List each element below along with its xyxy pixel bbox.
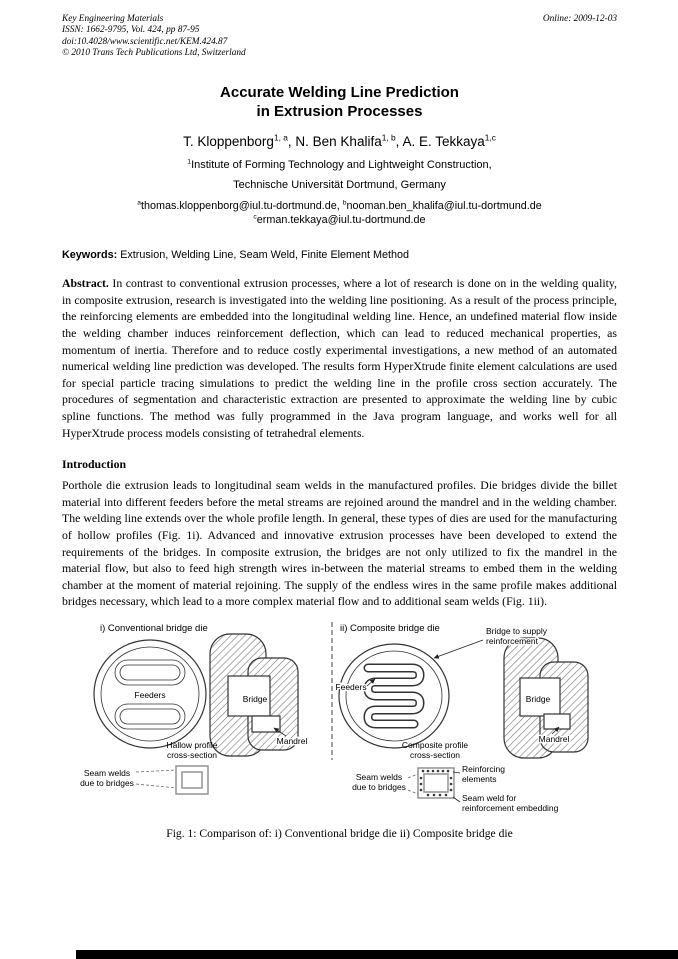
- reinforcing-label-line2: elements: [462, 773, 497, 784]
- right-seam-leader-line: [408, 790, 418, 794]
- left-profile-label-line2: cross-section: [166, 749, 218, 760]
- left-die-title: i) Conventional bridge die: [100, 622, 208, 634]
- affiliation-line2: Technische Universität Dortmund, Germany: [233, 179, 446, 192]
- journal-copyright: © 2010 Trans Tech Publications Ltd, Switzerland: [62, 47, 246, 58]
- introduction-paragraph: Porthole die extrusion leads to longitudinal seam welds in the manufactured profiles. Die bridges divide the billet material into different feeders before the metal streams are rejoined around the mandrel and in the welding chamber. The welding line extends over the whole profile length. In general, these types of dies are used for the manufacturing of hollow profiles (Fig. 1i). Advanced and innovative extrusion processes have been developed to extend the requirements of the bridges. In composite extrusion, the bridges are not only utilized to fix the mandrel in the material flow, but also to feed high strength wires in-between the material streams to embed them in the welding chamber at the moment of material rejoining. The supply of the endless wires in the same profile makes additional bridges necessary, which lead to a more complex material flow and to additional seam welds (Fig. 1ii).: [62, 478, 617, 609]
- author-separator: ,: [287, 134, 296, 150]
- right-profile-square-inner: [424, 774, 448, 792]
- author-1: T. Kloppenborg: [183, 134, 274, 150]
- author-2: N. Ben Khalifa: [295, 134, 382, 150]
- introduction-heading: Introduction: [62, 457, 127, 472]
- left-profile-label-line1: Hallow profile: [166, 739, 218, 750]
- email-a-sup: a: [137, 199, 141, 207]
- left-seam-label-line2: due to bridges: [80, 777, 134, 788]
- abstract-label: Abstract.: [62, 276, 109, 291]
- viewer-bottom-bar: [76, 950, 678, 959]
- affiliation-sup: 1: [187, 158, 192, 166]
- email-b-sup: b: [342, 199, 347, 207]
- supply-bridge-label-line1: Bridge to supply: [486, 625, 547, 636]
- keywords-text: Extrusion, Welding Line, Seam Weld, Finite Element Method: [120, 249, 410, 262]
- right-profile-label-line1: Composite profile: [401, 739, 469, 750]
- journal-issn: ISSN: 1662-9795, Vol. 424, pp 87-95: [62, 25, 200, 36]
- author-3: A. E. Tekkaya: [402, 134, 485, 150]
- right-mandrel-stub: [544, 714, 570, 729]
- affiliation-line1: [62, 159, 617, 171]
- author-1-sup: 1, a: [273, 132, 288, 143]
- right-bridge-label: Bridge: [525, 693, 551, 704]
- left-profile-square-inner: [182, 772, 202, 788]
- emails-line1: [62, 199, 617, 213]
- right-mandrel-label: Mandrel: [538, 733, 570, 744]
- author-3-sup: 1,c: [484, 132, 496, 143]
- email-c: erman.tekkaya@iul.tu-dortmund.de: [256, 214, 426, 227]
- left-bridge-label: Bridge: [242, 693, 268, 704]
- journal-doi: doi:10.4028/www.scientific.net/KEM.424.87: [62, 36, 228, 47]
- emails-line2: [62, 213, 617, 227]
- conventional-die-diagram: [80, 623, 307, 794]
- keywords-label: Keywords:: [62, 249, 118, 262]
- authors-line: [62, 134, 617, 149]
- embed-seam-label-line1: Seam weld for: [462, 792, 517, 803]
- title-line2: in Extrusion Processes: [256, 103, 423, 121]
- left-seam-leader-line: [136, 770, 176, 772]
- right-seam-leader-line: [408, 774, 418, 778]
- figure-1-diagram: [62, 620, 617, 820]
- journal-masthead: [62, 14, 617, 59]
- left-mandrel-label: Mandrel: [276, 735, 308, 746]
- embed-seam-label-line2: reinforcement embedding: [462, 802, 559, 813]
- left-seam-leader-line: [136, 784, 176, 788]
- abstract-paragraph: [62, 275, 617, 441]
- right-seam-label-line1: Seam welds: [355, 771, 403, 782]
- paper-title: [62, 83, 617, 121]
- right-feeders-label: Feeders: [335, 681, 367, 692]
- reinforcing-label-line1: Reinforcing: [462, 763, 505, 774]
- title-line1: Accurate Welding Line Prediction: [220, 84, 459, 102]
- right-seam-label-line2: due to bridges: [352, 781, 406, 792]
- email-b: nooman.ben_khalifa@iul.tu-dortmund.de: [346, 200, 542, 213]
- email-c-sup: c: [253, 213, 257, 221]
- left-feeders-label: Feeders: [134, 689, 166, 700]
- author-separator: ,: [395, 134, 403, 150]
- left-seam-label-line1: Seam welds: [83, 767, 131, 778]
- right-die-title: ii) Composite bridge die: [340, 622, 440, 634]
- figure-1: [62, 620, 617, 840]
- supply-bridge-label-line2: reinforcement: [486, 635, 538, 646]
- journal-name: Key Engineering Materials: [62, 14, 164, 24]
- embed-seam-leader-line: [453, 797, 460, 802]
- composite-die-diagram: [335, 623, 588, 813]
- journal-info: [62, 14, 246, 59]
- online-date: Online: 2009-12-03: [542, 14, 617, 24]
- keywords-line: [62, 249, 617, 261]
- email-a: thomas.kloppenborg@iul.tu-dortmund.de,: [140, 200, 340, 213]
- figure-1-caption: Fig. 1: Comparison of: i) Conventional bridge die ii) Composite bridge die: [166, 826, 513, 840]
- page-content: [62, 0, 617, 840]
- right-profile-label-line2: cross-section: [409, 749, 461, 760]
- affiliation-text: Institute of Forming Technology and Lightweight Construction,: [191, 159, 492, 172]
- author-2-sup: 1, b: [381, 132, 396, 143]
- abstract-text: In contrast to conventional extrusion processes, where a lot of research is done on in the welding quality, in composite extrusion, research is investigated into the welding line positioning. As a result of the process principle, the reinforcing elements are embedded into the longitudinal welding line. Hence, an undefined material flow inside the welding chamber induces reinforcement deflection, which can lead to reduced mechanical properties, as momentum of inertia. Therefore and to reduce costly experimental investigations, a new method of an automated numerical welding line prediction was developed. The results form HyperXtrude finite element calculations are used for special particle tracing simulations to predict the welding line in the profile cross section accurately. The procedures of segmentation and characteristic extraction are presented to approximate the welding line by cubic spline functions. The method was fully programmed in the Java program language, and works well for all HyperXtrude process models consisting of tetrahedral elements.: [62, 276, 617, 440]
- author-emails: [62, 199, 617, 227]
- supply-bridge-leader-line: [434, 640, 483, 658]
